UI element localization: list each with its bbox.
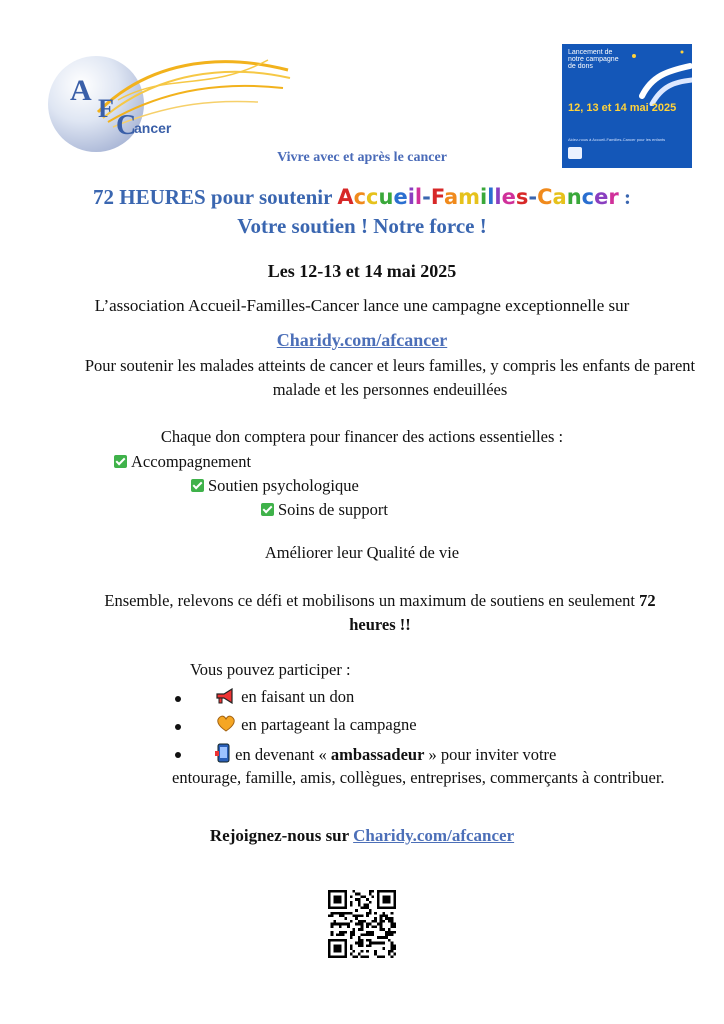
action-item: Accompagnement [114, 452, 251, 472]
megaphone-icon [215, 688, 237, 704]
title-prefix: 72 HEURES pour soutenir [93, 185, 338, 209]
72-hours-bold: 72 heures !! [349, 591, 656, 634]
logo-letter-c: C [116, 110, 137, 141]
hands-illustration [622, 46, 692, 106]
check-icon [261, 503, 274, 516]
logo-letter-f: F [98, 94, 114, 123]
participate-continuation: entourage, famille, amis, collègues, entreprises, commerçants à contribuer. [172, 768, 665, 787]
ensemble-text: Ensemble, relevons ce défi et mobilisons un maximum de soutiens en seulement 72 heures !! [104, 591, 656, 634]
badge-footer: Aidez-nous à Accueil-Familles-Cancer pour les enfants [568, 137, 666, 142]
charidy-link[interactable]: Charidy.com/afcancer [276, 330, 448, 350]
check-icon [191, 479, 204, 492]
participate-intro: Vous pouvez participer : [190, 660, 351, 679]
action-item: Soins de support [261, 500, 388, 520]
logo-letter-a: A [70, 74, 92, 107]
check-icon [114, 455, 127, 468]
join-line: Rejoignez-nous sur Charidy.com/afcancer [209, 826, 515, 845]
charidy-link-footer[interactable]: Charidy.com/afcancer [353, 826, 515, 845]
qr-code[interactable] [328, 890, 396, 958]
main-title-line2: Votre soutien ! Notre force ! [237, 214, 487, 238]
main-title-line1 [0, 185, 724, 210]
heart-icon [215, 715, 237, 733]
charidy-link-container [0, 330, 724, 351]
rainbow-org-name: Accueil-Familles-Cancer [337, 185, 619, 209]
date-heading: Les 12-13 et 14 mai 2025 [267, 261, 457, 281]
intro-text: L’association Accueil-Familles-Cancer lance une campagne exceptionnelle sur [94, 296, 630, 315]
support-text: Pour soutenir les malades atteints de cancer et leurs familles, y compris les enfants de parent malade et les personnes endeuillées [84, 356, 696, 399]
bullet-icon [175, 696, 181, 702]
action-item: Soutien psychologique [191, 476, 359, 496]
phone-icon [215, 743, 231, 763]
badge-dates: 12, 13 et 14 mai 2025 [568, 102, 677, 114]
actions-intro: Chaque don comptera pour financer des actions essentielles : [160, 427, 564, 446]
quality-text: Améliorer leur Qualité de vie [264, 543, 460, 562]
qr-code-image [328, 890, 396, 958]
tagline: Vivre avec et après le cancer [277, 150, 447, 165]
title-suffix: : [618, 185, 631, 209]
logo-text: ancer [134, 120, 172, 136]
badge-text: Lancement de notre campagne de dons [568, 49, 619, 70]
bullet-icon [175, 752, 181, 758]
afc-logo [48, 52, 293, 152]
bullet-icon [175, 724, 181, 730]
